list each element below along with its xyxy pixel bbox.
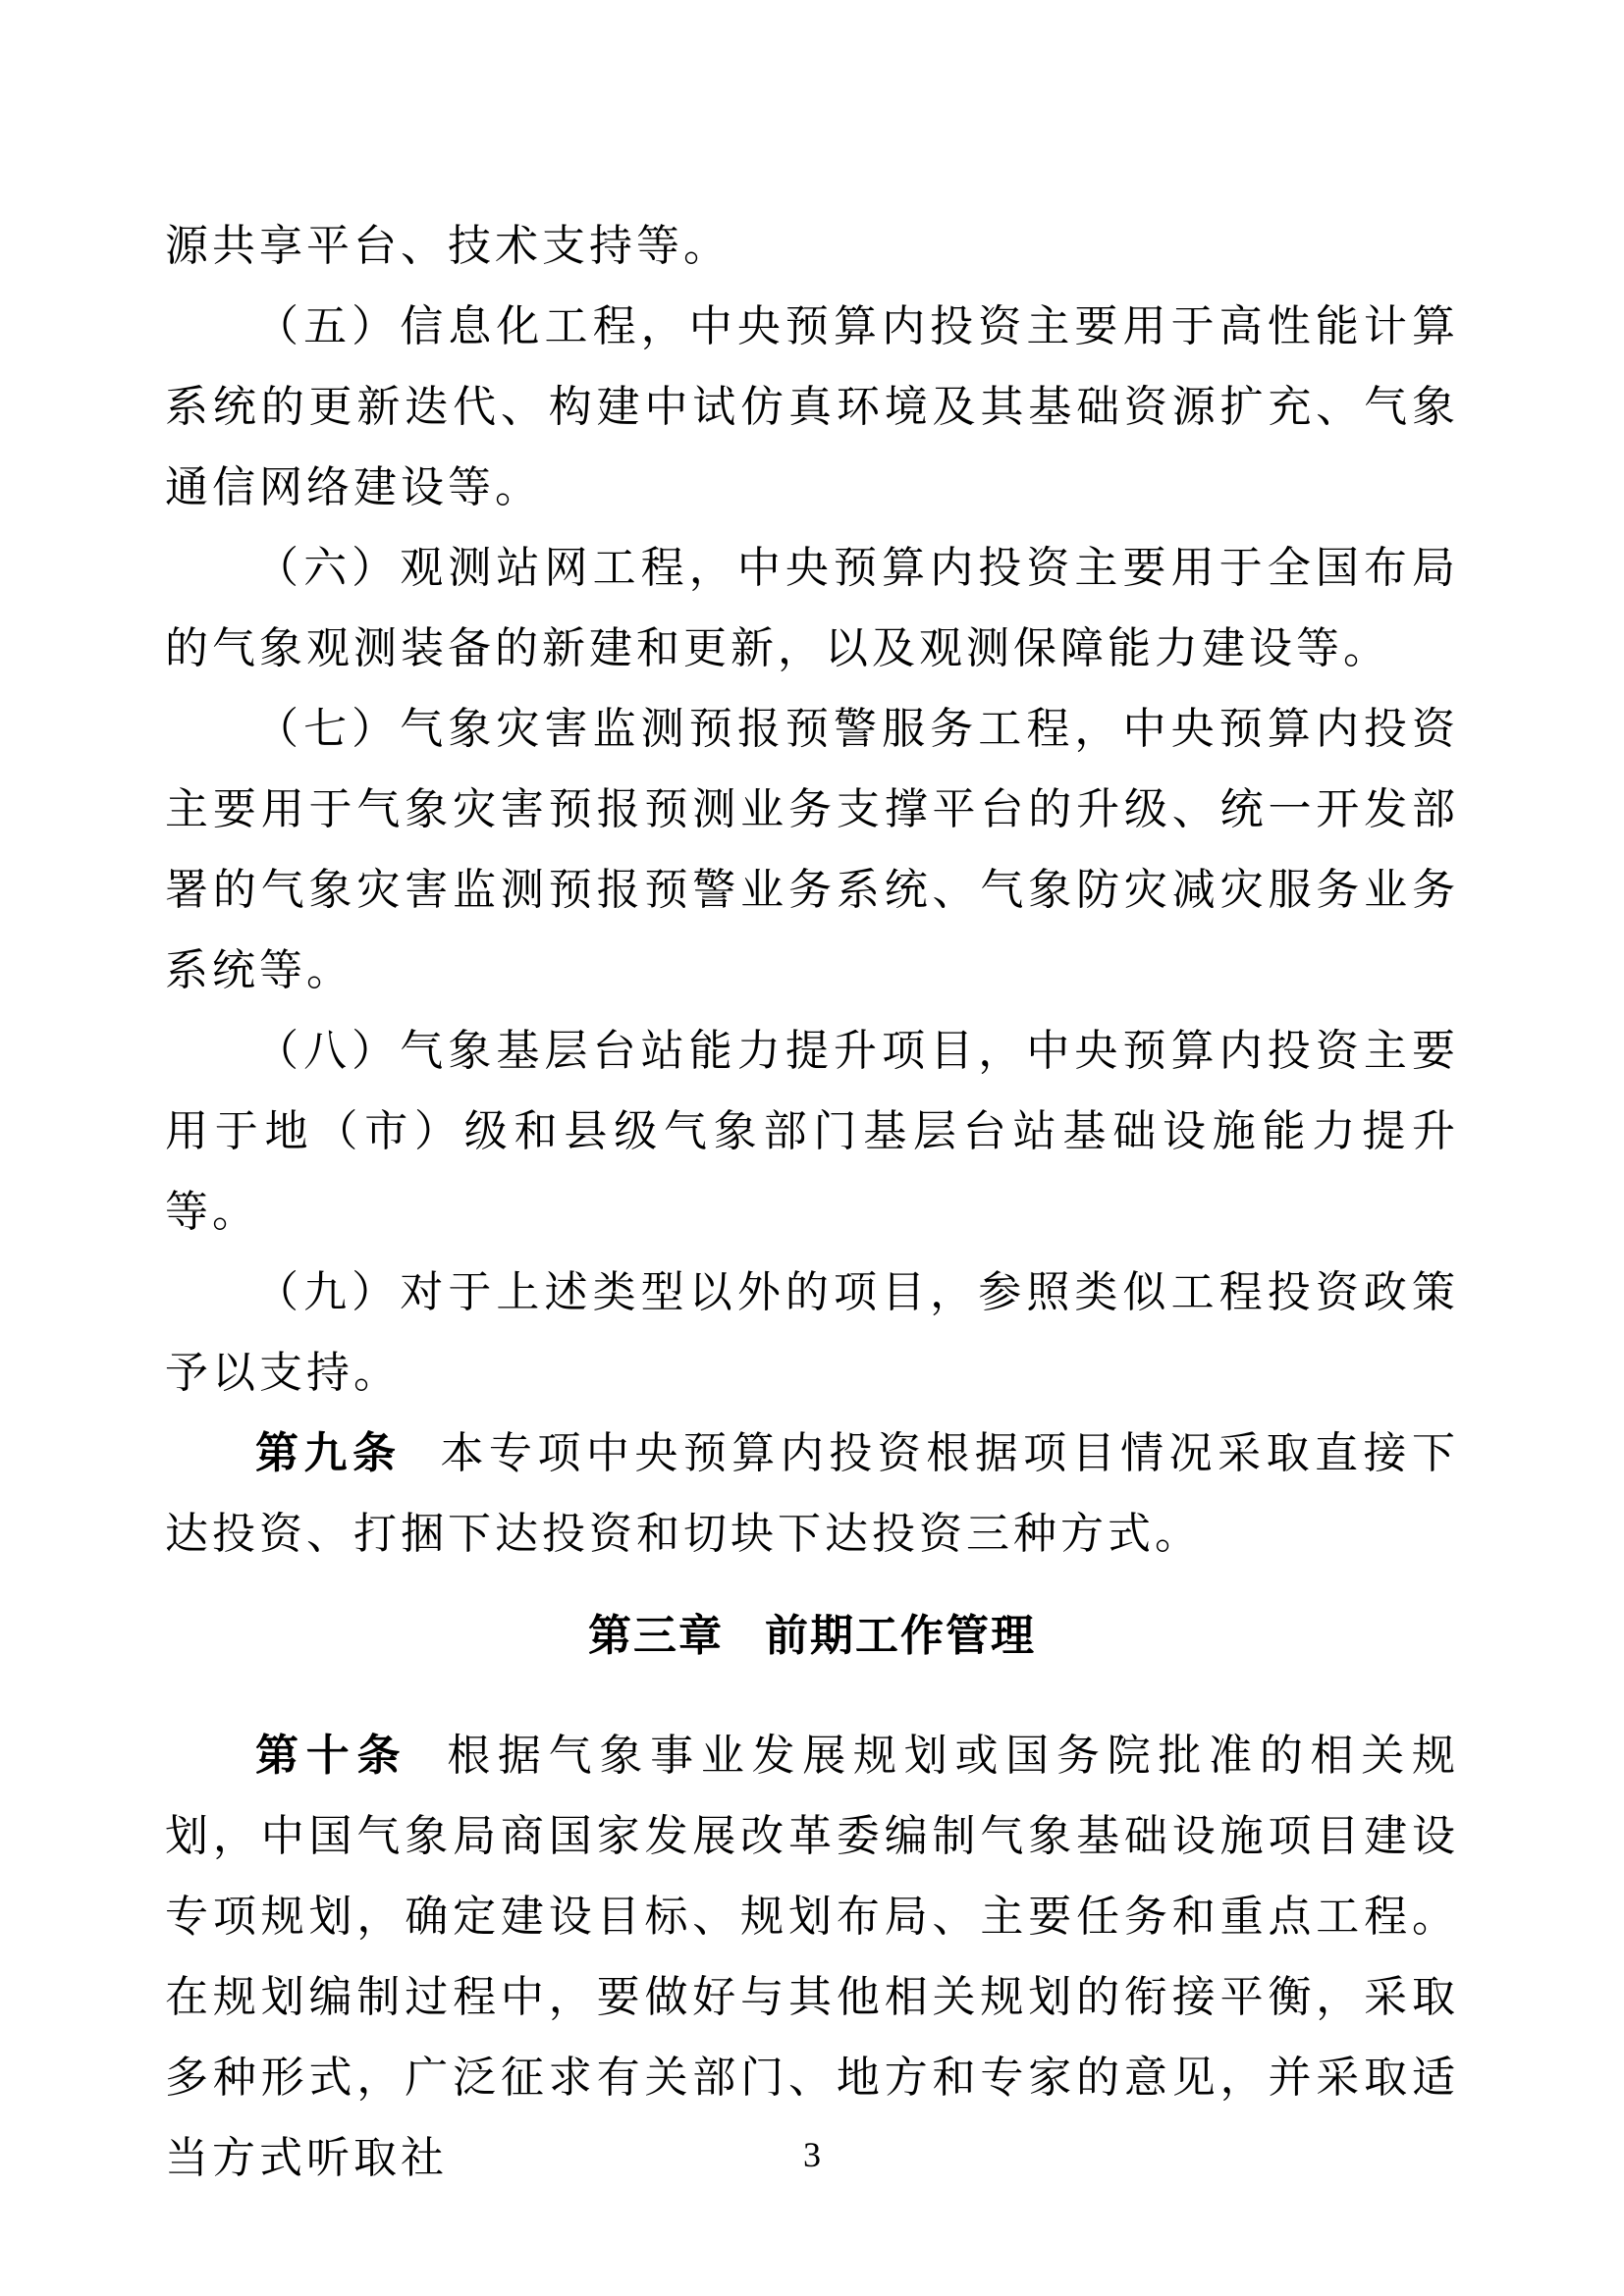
article-paragraph-10 (165, 1716, 1459, 2199)
page-number: 3 (803, 2135, 821, 2174)
paragraph-item-6: （六）观测站网工程，中央预算内投资主要用于全国布局的气象观测装备的新建和更新，以及观测保障能力建设等。 (165, 544, 1459, 672)
paragraph-item-5: （五）信息化工程，中央预算内投资主要用于高性能计算系统的更新迭代、构建中试仿真环境及其基础资源扩充、气象通信网络建设等。 (165, 302, 1459, 511)
chapter-title: 前期工作管理 (765, 1612, 1036, 1660)
chapter-number: 第三章 (588, 1612, 724, 1660)
article-number: 第十条 (255, 1732, 408, 1780)
document-body (165, 206, 1459, 2199)
paragraph-item-7: （七）气象灾害监测预报预警服务工程，中央预算内投资主要用于气象灾害预报预测业务支撑平台的升级、统一开发部署的气象灾害监测预报预警业务系统、气象防灾减灾服务业务系统等。 (165, 705, 1459, 994)
chapter-heading (165, 1596, 1459, 1677)
paragraph-item-9: （九）对于上述类型以外的项目，参照类似工程投资政策予以支持。 (165, 1268, 1459, 1397)
paragraph-continuation: 源共享平台、技术支持等。 (165, 222, 731, 270)
article-paragraph-9 (165, 1414, 1459, 1575)
article-text: 本专项中央预算内投资根据项目情况采取直接下达投资、打捆下达投资和切块下达投资三种方式。 (165, 1429, 1460, 1558)
article-text: 根据气象事业发展规划或国务院批准的相关规划，中国气象局商国家发展改革委编制气象基础设施项目建设专项规划，确定建设目标、规划布局、主要任务和重点工程。在规划编制过程中，要做好与其他相关规划的衔接平衡，采取多种形式，广泛征求有关部门、地方和专家的意见，并采取适当方式听取社 (165, 1732, 1460, 2182)
article-number: 第九条 (255, 1429, 402, 1477)
paragraph-item-8: （八）气象基层台站能力提升项目，中央预算内投资主要用于地（市）级和县级气象部门基层台站基础设施能力提升等。 (165, 1027, 1459, 1236)
